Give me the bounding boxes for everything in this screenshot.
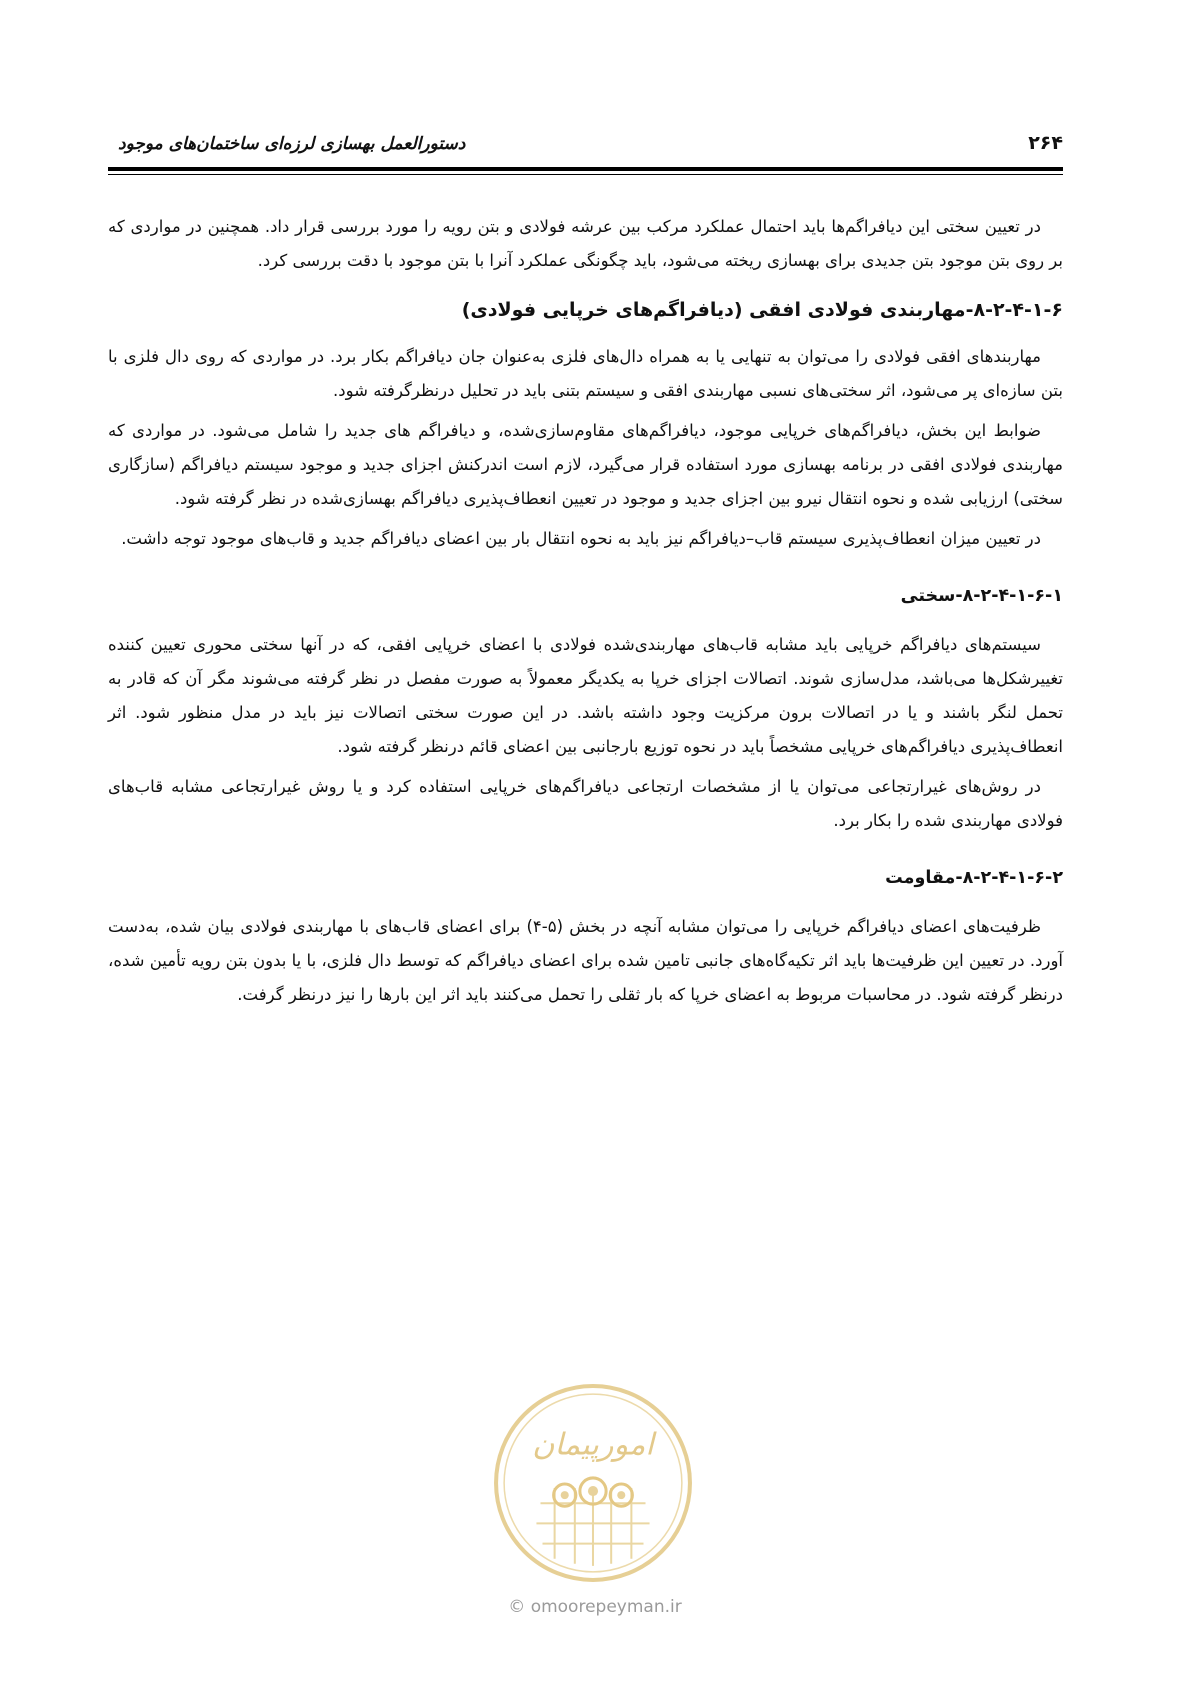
header-rule-thin (108, 174, 1063, 175)
page-number: ۲۶۴ (1028, 132, 1063, 154)
paragraph-1: مهاربندهای افقی فولادی را می‌توان به تنهایی یا به همراه دال‌های فلزی به‌عنوان جان دیافراگم بکار برد. در مواردی که روی دال فلزی با بتن سازه‌ای پر می‌شود، اثر سختی‌های نسبی مهاربندی افقی و سیستم بتنی باید در تحلیل درنظرگرفته شود. (108, 347, 1063, 400)
watermark-site (490, 1597, 700, 1617)
body-text (108, 210, 1063, 1018)
section-heading-strength: ۸-۲-۴-۱-۶-۲-مقاومت (885, 868, 1063, 888)
paragraph-3: در تعیین میزان انعطاف‌پذیری سیستم قاب–دیافراگم نیز باید به نحوه انتقال بار بین اعضای دیافراگم جدید و قاب‌های موجود توجه داشت. (121, 529, 1041, 548)
running-title: دستورالعمل بهسازی لرزه‌ای ساختمان‌های موجود (118, 134, 466, 154)
page-header (108, 128, 1063, 168)
section-heading-stiffness: ۸-۲-۴-۱-۶-۱-سختی (900, 586, 1063, 606)
paragraph-intro: در تعیین سختی این دیافراگم‌ها باید احتمال عملکرد مرکب بین عرشه فولادی و بتن رویه را مورد بررسی قرار داد. همچنین در مواردی که بر روی بتن موجود بتن جدیدی برای بهسازی ریخته می‌شود، باید چگونگی عملکرد آنرا با بتن موجود با دقت بررسی کرد. (108, 217, 1063, 270)
paragraph-5: در روش‌های غیرارتجاعی می‌توان یا از مشخصات ارتجاعی دیافراگم‌های خرپایی استفاده کرد و یا روش غیرارتجاعی مشابه قاب‌های فولادی مهاربندی شده را بکار برد. (108, 777, 1063, 830)
paragraph-6: ظرفیت‌های اعضای دیافراگم خرپایی را می‌توان مشابه آنچه در بخش (۵-۴) برای اعضای قاب‌های با مهاربندی فولادی بیان شده، به‌دست آورد. در تعیین این ظرفیت‌ها باید اثر تکیه‌گاه‌های جانبی تامین شده برای اعضای دیافراگم که توسط دال فلزی، با یا بدون بتن رویه تأمین شده، درنظر گرفته شود. در محاسبات مربوط به اعضای خرپا که بار ثقلی را تحمل می‌کنند باید اثر این بارها را نیز درنظر گرفت. (108, 917, 1063, 1004)
seal-lettering: امورپیمان (532, 1427, 654, 1463)
paragraph-2: ضوابط این بخش، دیافراگم‌های خرپایی موجود، دیافراگم‌های مقاوم‌سازی‌شده، و دیافراگم های جدید را شامل می‌شود. در مواردی که مهاربندی فولادی افقی در برنامه بهسازی مورد استفاده قرار می‌گیرد، لازم است اندرکنش اجزای جدید و موجود سیستم دیافراگم (سازگاری سختی) ارزیابی شده و نحوه انتقال نیرو بین اجزای جدید و موجود در تعیین انعطاف‌پذیری دیافراگم بهسازی‌شده در نظر گرفته شود. (108, 421, 1063, 508)
copyright-icon: © (508, 1597, 526, 1617)
watermark-url: omoorepeyman.ir (530, 1597, 682, 1617)
section-heading-horizontal-bracing: ۸-۲-۴-۱-۶-مهاربندی فولادی افقی (دیافراگم‌های خرپایی فولادی) (461, 299, 1063, 321)
header-rule-thick (108, 167, 1063, 171)
watermark-seal-icon (492, 1382, 694, 1584)
paragraph-4: سیستم‌های دیافراگم خرپایی باید مشابه قاب‌های مهاربندی‌شده فولادی با اعضای خرپایی افقی، که در آنها سختی محوری تعیین کننده تغییرشکل‌ها می‌باشد، مدل‌سازی شوند. اتصالات اجزای خرپا به یکدیگر معمولاً به صورت مفصل در نظر گرفته می‌شوند مگر آن که قادر به تحمل لنگر باشند و یا در اتصالات برون مرکزیت وجود داشته باشد. در این صورت سختی اتصالات نیز باید در مدل منظور شود. اثر انعطاف‌پذیری دیافراگم‌های خرپایی مشخصاً باید در نحوه توزیع بارجانبی بین اعضای قائم درنظر گرفته شود. (108, 635, 1063, 756)
